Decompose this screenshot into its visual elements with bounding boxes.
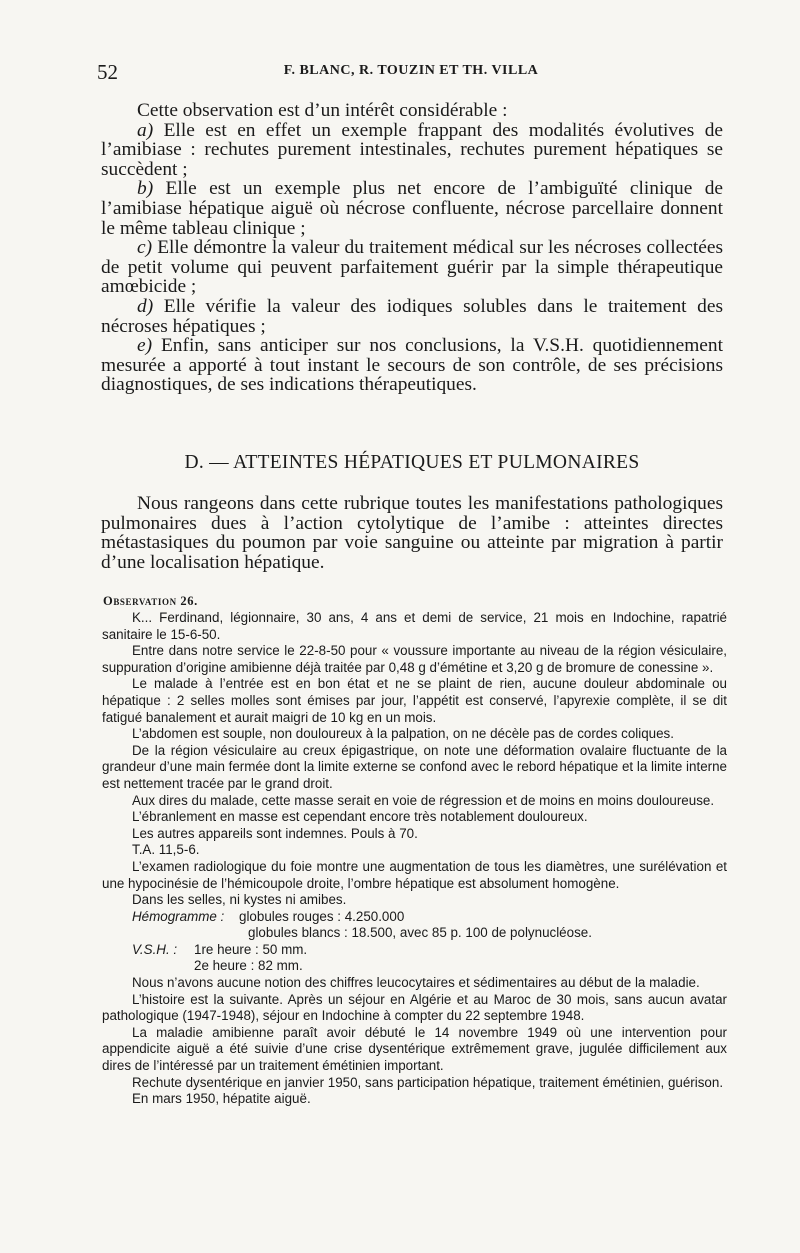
intro-paragraph: Nous rangeons dans cette rubrique toutes les manifestations pathologiques pulmonaires dues à l’action cytolytique de l’amibe : atteintes directes métastasiques du poumon par voie sanguine ou atteinte par migration à partir d’une localisation hépatique. xyxy=(101,493,723,573)
case-report xyxy=(102,610,727,1108)
hemogramme-rouges: globules rouges : 4.250.000 xyxy=(239,908,405,924)
section-intro xyxy=(101,494,723,572)
case-paragraph: Aux dires du malade, cette masse serait en voie de régression et de moins en moins douloureuse. xyxy=(132,792,715,808)
vsh-first-hour: 1re heure : 50 mm. xyxy=(194,941,308,957)
case-paragraph: Entre dans notre service le 22-8-50 pour « voussure importante au niveau de la région vésiculaire, suppuration d’origine amibienne déjà traitée par 0,48 g d’émétine et 3,20 g de bromure de conessine ». xyxy=(102,643,727,675)
case-paragraph: Dans les selles, ni kystes ni amibes. xyxy=(132,892,347,908)
item-marker: a) xyxy=(137,119,154,141)
case-paragraph: De la région vésiculaire au creux épigastrique, on note une déformation ovalaire fluctuante de la grandeur d’une main fermée dont la limite externe se confond avec le rebord hépatique et la limite interne est nettement tracée par le grand droit. xyxy=(102,742,727,791)
page-number: 52 xyxy=(97,60,118,84)
running-title: F. BLANC, R. TOUZIN ET TH. VILLA xyxy=(283,63,539,78)
case-paragraph: La maladie amibienne paraît avoir débuté le 14 novembre 1949 où une intervention pour appendicite aiguë a été suivie d’une crise dysentérique extrêmement grave, jugulée difficilement aux dires de l’intéressé par un traitement émétinien important. xyxy=(102,1024,727,1074)
vsh-label: V.S.H. : xyxy=(132,941,178,957)
summary-item-e xyxy=(101,336,723,395)
case-paragraph: Le malade à l’entrée est en bon état et ne se plaint de rien, aucune douleur abdominale ou hépatique : 2 selles molles sont émises par jour, l’appétit est conservé, l’apyrexie complète, il se dit fatigué banalement et aurait maigri de 10 kg en un mois. xyxy=(102,676,727,725)
case-paragraph: L’examen radiologique du foie montre une augmentation de tous les diamètres, une surélévation et une hypocinésie de l’hémicoupole droite, l’ombre hépatique est absolument homogène. xyxy=(102,858,727,891)
running-header xyxy=(97,60,725,84)
summary-item-a xyxy=(101,121,723,180)
case-paragraph: L’histoire est la suivante. Après un séjour en Algérie et au Maroc de 30 mois, sans aucun avatar pathologique (1947-1948), séjour en Indochine à compter du 22 septembre 1948. xyxy=(102,991,727,1024)
item-text: Elle vérifie la valeur des iodiques solubles dans le traitement des nécroses hépatiques ; xyxy=(101,295,723,337)
case-paragraph: L’ébranlement en masse est cependant encore très notablement douloureux. xyxy=(132,809,588,825)
item-marker: b) xyxy=(137,178,154,200)
item-text: Elle est un exemple plus net encore de l’ambiguïté clinique de l’amibiase hépatique aiguë où nécrose confluente, nécrose parcellaire donnent le même tableau clinique ; xyxy=(101,178,723,239)
vsh-second-hour: 2e heure : 82 mm. xyxy=(194,958,303,974)
case-paragraph: Rechute dysentérique en janvier 1950, sans participation hépatique, traitement émétinien, guérison. xyxy=(132,1074,724,1090)
item-text: Elle démontre la valeur du traitement médical sur les nécroses collectées de petit volume qui peuvent parfaitement guérir par la simple thérapeutique amœbicide ; xyxy=(101,237,723,298)
item-marker: e) xyxy=(137,335,153,357)
case-paragraph: Nous n’avons aucune notion des chiffres leucocytaires et sédimentaires au début de la maladie. xyxy=(132,975,700,991)
item-marker: c) xyxy=(137,237,153,259)
hemogramme-blancs: globules blancs : 18.500, avec 85 p. 100 de polynucléose. xyxy=(248,925,592,941)
hemogramme-row xyxy=(102,909,727,926)
observation-summary xyxy=(101,101,723,395)
summary-item-c xyxy=(101,238,723,297)
summary-item-b xyxy=(101,179,723,238)
case-paragraph: K... Ferdinand, légionnaire, 30 ans, 4 ans et demi de service, 21 mois en Indochine, rapatrié sanitaire le 15-6-50. xyxy=(102,610,727,642)
observation-label: Observation 26. xyxy=(103,594,198,608)
vsh-row-2 xyxy=(102,958,727,975)
hemogramme-row-2 xyxy=(102,925,727,942)
summary-item-d xyxy=(101,297,723,336)
case-paragraph: L’abdomen est souple, non douloureux à la palpation, on ne décèle pas de cordes coliques. xyxy=(132,726,674,742)
hemogramme-label: Hémogramme : xyxy=(132,908,225,924)
case-paragraph: T.A. 11,5-6. xyxy=(132,842,200,858)
item-marker: d) xyxy=(137,295,154,317)
case-paragraph: Les autres appareils sont indemnes. Pouls à 70. xyxy=(132,825,418,841)
summary-lead: Cette observation est d’un intérêt considérable : xyxy=(137,100,508,121)
vsh-row xyxy=(102,942,727,959)
item-text: Elle est en effet un exemple frappant des modalités évolutives de l’amibiase : rechutes purement intestinales, rechutes purement hépatiques se succèdent ; xyxy=(101,119,723,180)
section-heading: D. — ATTEINTES HÉPATIQUES ET PULMONAIRES xyxy=(184,452,640,473)
item-text: Enfin, sans anticiper sur nos conclusions, la V.S.H. quotidiennement mesurée a apporté à tout instant le secours de son contrôle, de ses précisions diagnostiques, de ses indications thérapeutiques. xyxy=(101,335,723,396)
case-paragraph: En mars 1950, hépatite aiguë. xyxy=(132,1091,311,1107)
